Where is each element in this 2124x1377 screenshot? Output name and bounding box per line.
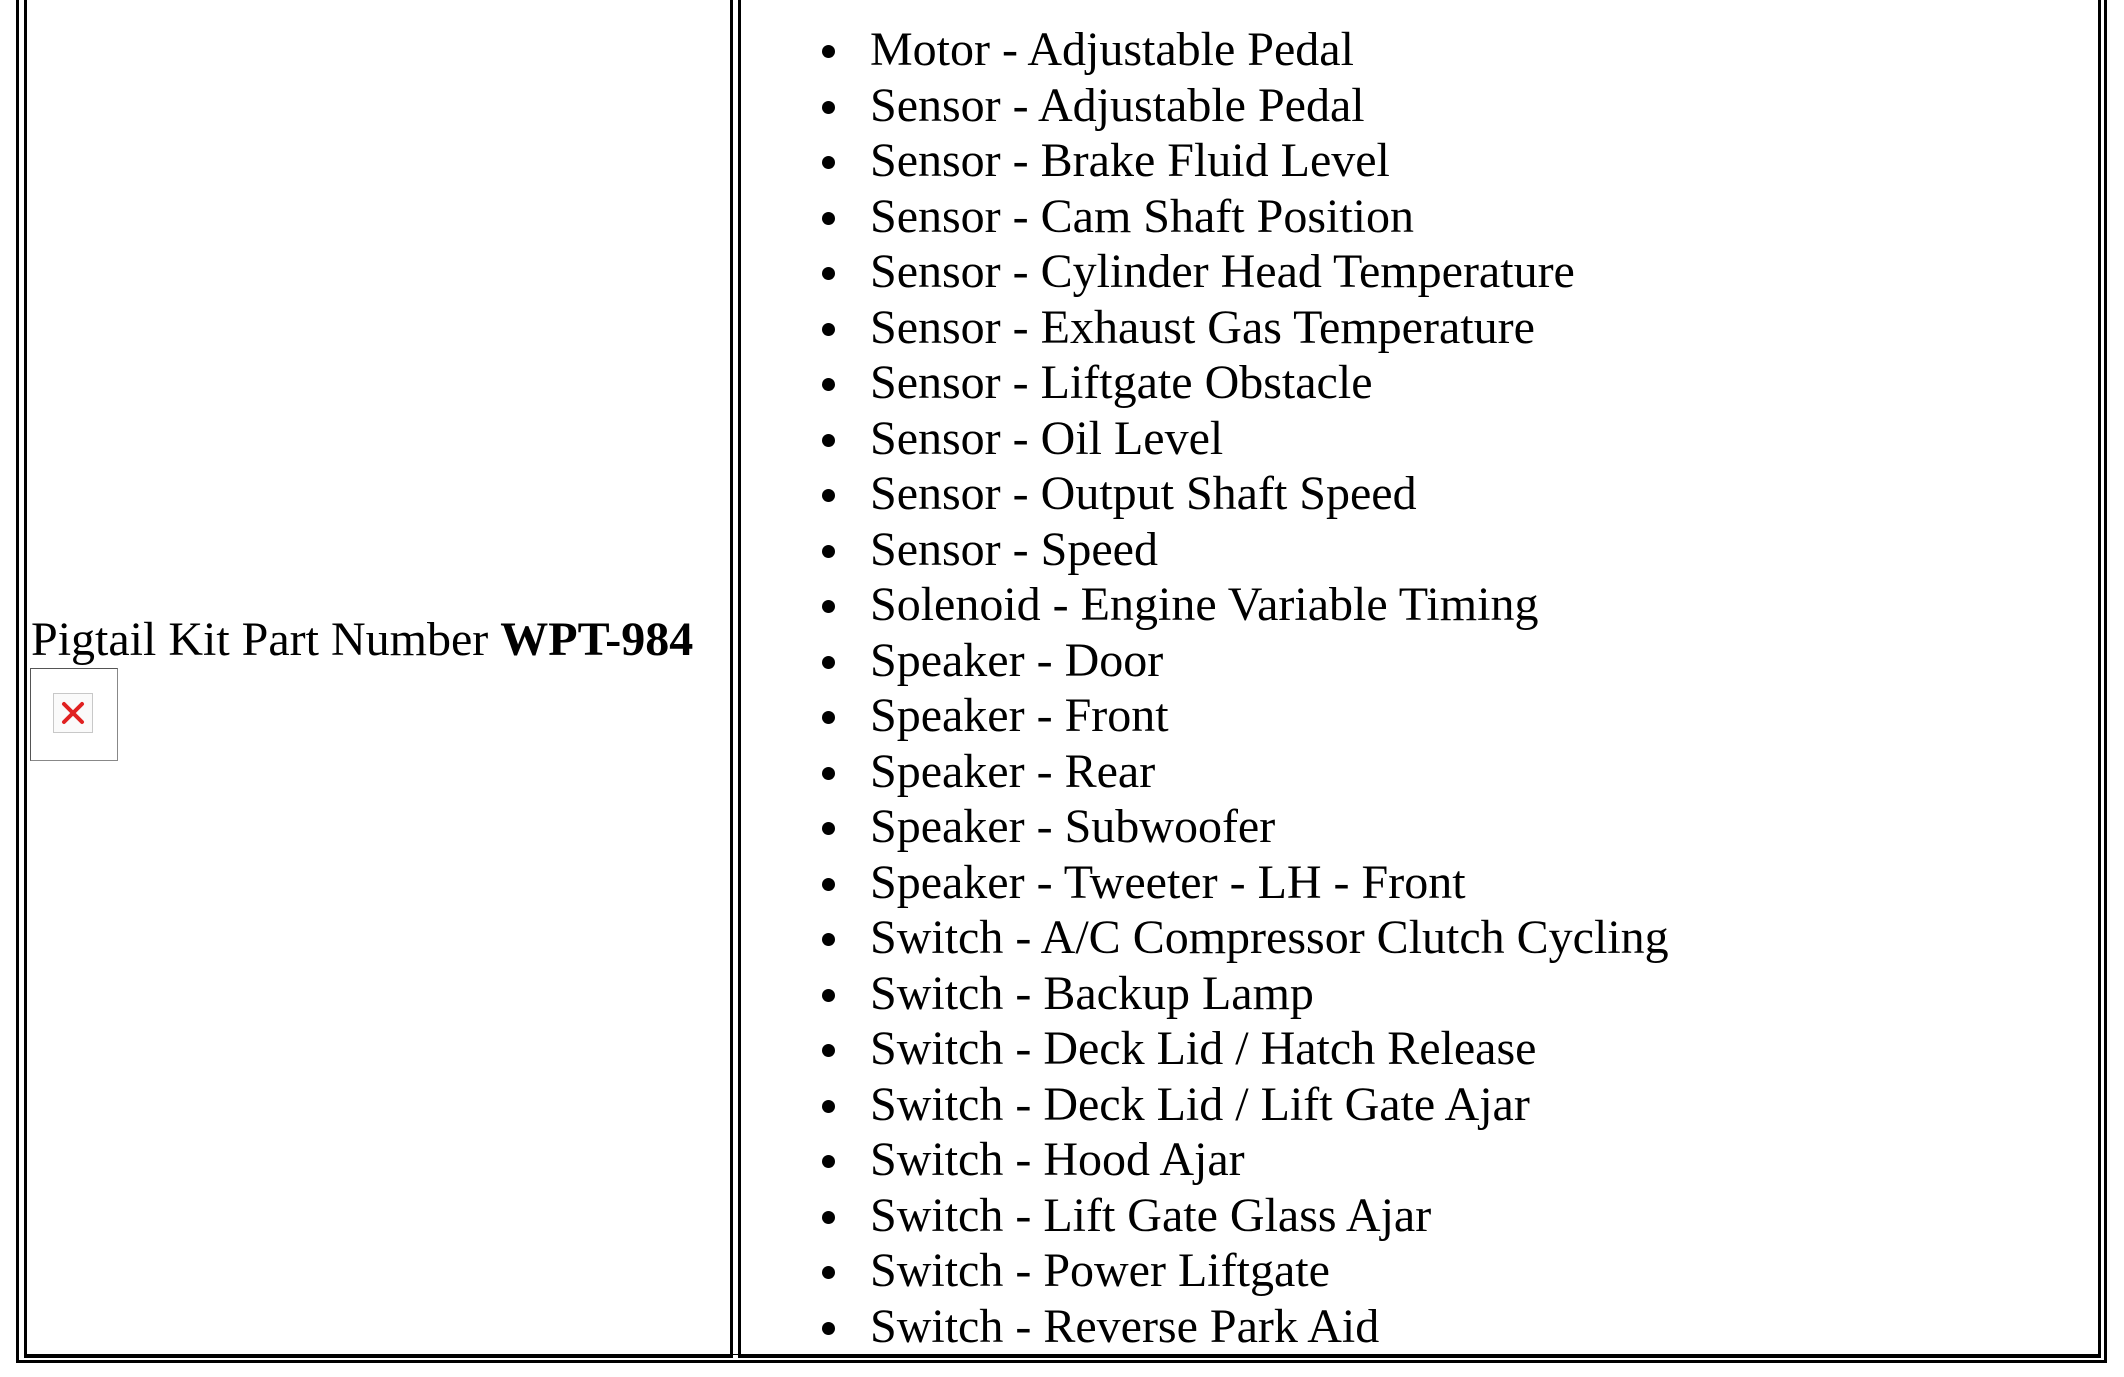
list-item-text: Sensor - Exhaust Gas Temperature [870, 300, 1535, 354]
bullet-icon [822, 1266, 835, 1279]
kit-part-number-label [31, 612, 693, 668]
list-item [820, 1299, 1669, 1355]
bullet-icon [822, 1155, 835, 1168]
list-item-text: Sensor - Adjustable Pedal [870, 78, 1365, 132]
list-item-text: Sensor - Brake Fluid Level [870, 134, 1390, 187]
list-item [820, 78, 1669, 134]
bullet-icon [822, 822, 835, 835]
list-item-text: Speaker - Front [870, 689, 1169, 742]
bullet-icon [822, 1211, 835, 1224]
list-item [820, 966, 1669, 1022]
bullet-icon [822, 378, 835, 391]
list-item [820, 855, 1669, 911]
list-item-text: Sensor - Oil Level [870, 411, 1224, 465]
list-item [820, 633, 1669, 689]
bullet-icon [822, 489, 835, 502]
list-item [820, 355, 1669, 411]
list-item [820, 133, 1669, 189]
list-item [820, 799, 1669, 855]
list-item-text: Switch - Lift Gate Glass Ajar [870, 1188, 1432, 1242]
list-item [820, 577, 1669, 633]
list-item-text: Sensor - Cylinder Head Temperature [870, 245, 1575, 298]
bullet-icon [822, 878, 835, 891]
list-item [820, 744, 1669, 800]
list-item [820, 189, 1669, 245]
table-cell-kit [24, 0, 733, 1358]
list-item [820, 1132, 1669, 1188]
bullet-icon [822, 434, 835, 447]
list-item-text: Speaker - Subwoofer [870, 800, 1276, 853]
list-item-text: Sensor - Liftgate Obstacle [870, 356, 1373, 409]
bullet-icon [822, 711, 835, 724]
list-item-text: Switch - Deck Lid / Hatch Release [870, 1022, 1537, 1075]
list-item-text: Sensor - Output Shaft Speed [870, 467, 1417, 520]
kit-label-prefix: Pigtail Kit Part Number [31, 613, 501, 666]
list-item-text: Switch - Hood Ajar [870, 1133, 1245, 1186]
bullet-icon [822, 156, 835, 169]
list-item [820, 1077, 1669, 1133]
list-item-text: Motor - Adjustable Pedal [870, 23, 1354, 76]
list-item [820, 22, 1669, 78]
bullet-icon [822, 600, 835, 613]
bullet-icon [822, 1044, 835, 1057]
list-item [820, 244, 1669, 300]
broken-image-frame [53, 693, 93, 733]
bullet-icon [822, 545, 835, 558]
list-item-text: Switch - Backup Lamp [870, 966, 1314, 1020]
kit-part-number: WPT-984 [500, 613, 694, 666]
list-item [820, 466, 1669, 522]
component-list [820, 22, 1669, 1354]
broken-image-icon [30, 668, 118, 761]
list-item-text: Switch - A/C Compressor Clutch Cycling [870, 911, 1669, 964]
bullet-icon [822, 1100, 835, 1113]
list-item [820, 688, 1669, 744]
list-item-text: Speaker - Door [870, 633, 1164, 687]
bullet-icon [822, 267, 835, 280]
list-item [820, 1243, 1669, 1299]
bullet-icon [822, 101, 835, 114]
bullet-icon [822, 323, 835, 336]
list-item [820, 1021, 1669, 1077]
list-item-text: Speaker - Tweeter - LH - Front [870, 855, 1466, 909]
list-item-text: Sensor - Speed [870, 522, 1158, 576]
bullet-icon [822, 212, 835, 225]
bullet-icon [822, 45, 835, 58]
bullet-icon [822, 767, 835, 780]
list-item [820, 1188, 1669, 1244]
bullet-icon [822, 989, 835, 1002]
bullet-icon [822, 656, 835, 669]
list-item [820, 522, 1669, 578]
list-item-text: Switch - Deck Lid / Lift Gate Ajar [870, 1077, 1530, 1131]
list-item-text: Solenoid - Engine Variable Timing [870, 578, 1539, 631]
bullet-icon [822, 1322, 835, 1335]
list-item-text: Speaker - Rear [870, 744, 1156, 798]
bullet-icon [822, 933, 835, 946]
list-item [820, 910, 1669, 966]
list-item-text: Switch - Power Liftgate [870, 1244, 1330, 1297]
list-item [820, 411, 1669, 467]
list-item-text: Sensor - Cam Shaft Position [870, 189, 1415, 243]
list-item-text: Switch - Reverse Park Aid [870, 1299, 1380, 1353]
red-x-icon [60, 700, 86, 726]
list-item [820, 300, 1669, 356]
